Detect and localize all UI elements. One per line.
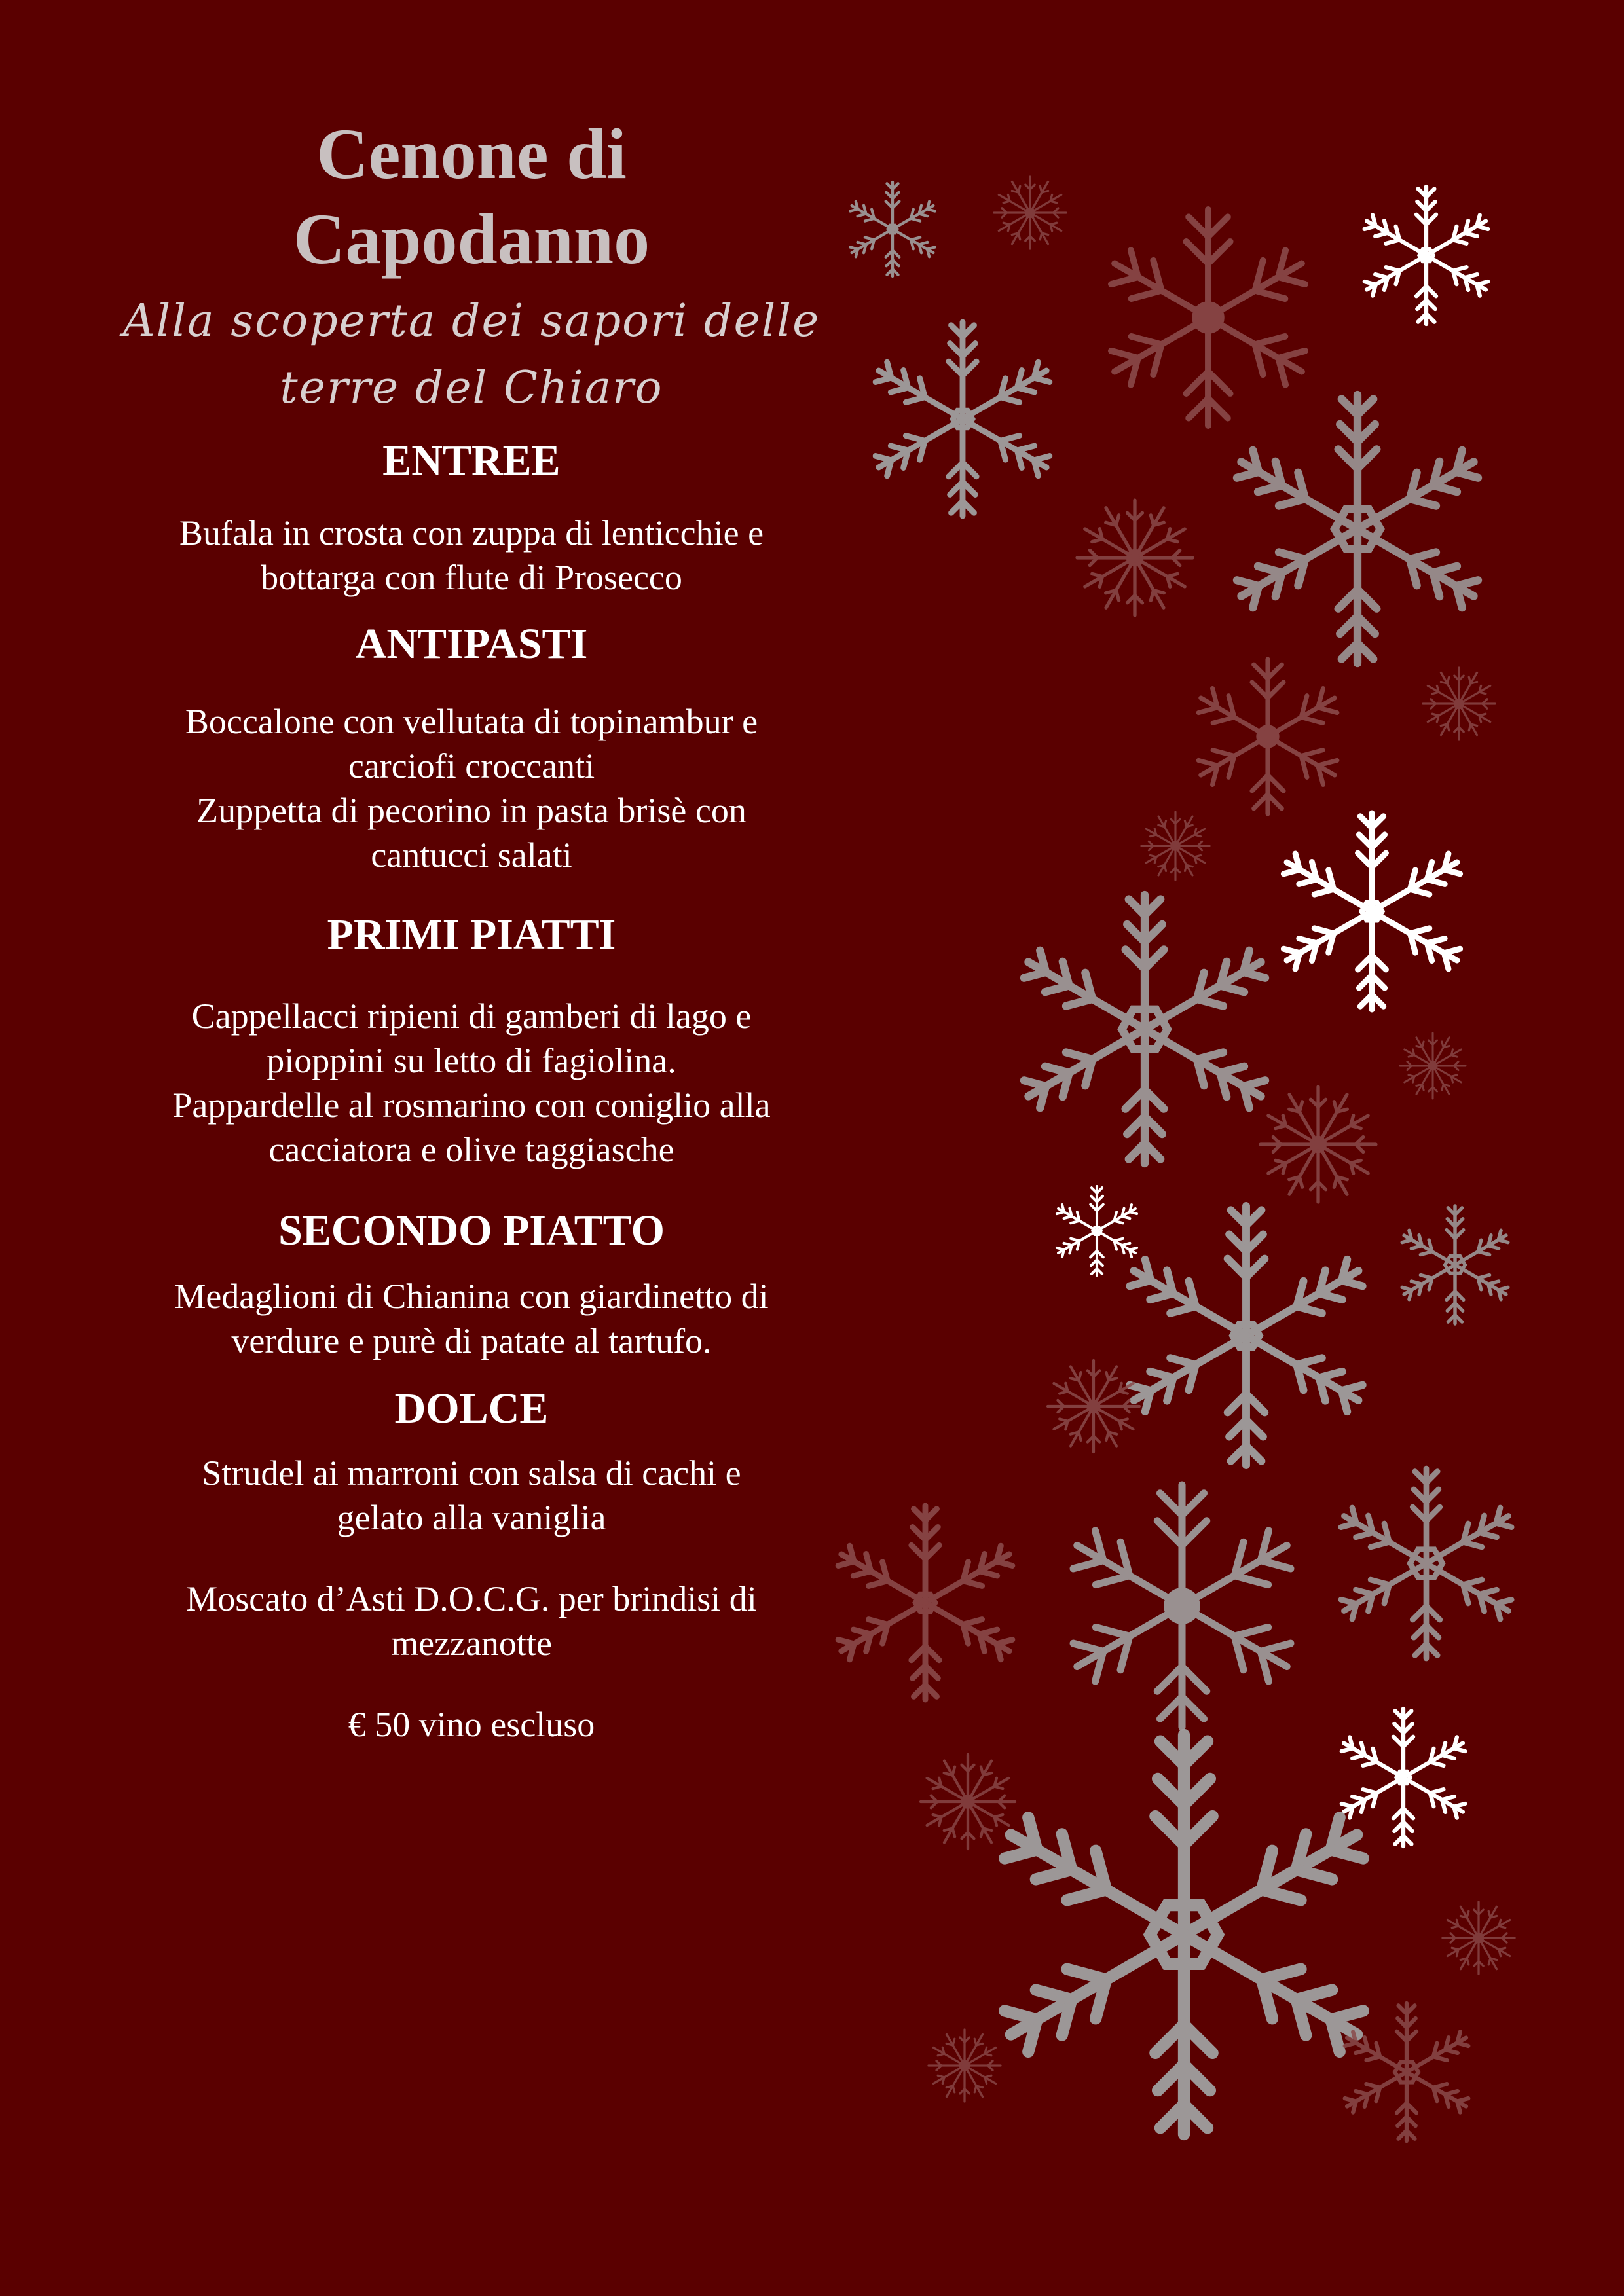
dish-line: Boccalone con vellutata di topinambur e bbox=[185, 702, 758, 741]
snowflake-icon bbox=[921, 1755, 1015, 1849]
snowflake-icon bbox=[1365, 187, 1488, 324]
snowflake-icon bbox=[1402, 1206, 1508, 1324]
snowflake-icon bbox=[1443, 1902, 1515, 1974]
subtitle-line: Alla scoperta dei sapori delle bbox=[122, 295, 821, 347]
snowflake-icon bbox=[1261, 1087, 1376, 1202]
dish-line: pioppini su letto di fagiolina. bbox=[267, 1041, 676, 1080]
snowflake-icon bbox=[1130, 1206, 1362, 1465]
dish-line: Zuppetta di pecorino in pasta brisè con bbox=[196, 791, 747, 830]
dish-line: carciofi croccanti bbox=[348, 746, 595, 786]
snowflake-icon bbox=[838, 1506, 1012, 1700]
snowflake-icon bbox=[1077, 500, 1192, 615]
snowflake-icon bbox=[1057, 1186, 1137, 1275]
snowflake-icon bbox=[1198, 659, 1337, 814]
snowflake-icon bbox=[1005, 1735, 1363, 2134]
section-title-secondo: SECONDO PIATTO bbox=[278, 1207, 665, 1254]
dish-line: Bufala in crosta con zuppa di lenticchie e bbox=[179, 513, 764, 553]
dish-line: bottarga con flute di Prosecco bbox=[261, 558, 682, 597]
snowflake-icon bbox=[1141, 812, 1209, 880]
title-line: Capodanno bbox=[293, 199, 650, 279]
section-title-antipasti: ANTIPASTI bbox=[355, 620, 588, 668]
dish-line: Medaglioni di Chianina con giardinetto di bbox=[174, 1277, 769, 1316]
snowflake-icon bbox=[1024, 895, 1265, 1163]
snowflake-icon bbox=[994, 177, 1066, 249]
section-title-primi: PRIMI PIATTI bbox=[327, 911, 616, 958]
dish-line: gelato alla vaniglia bbox=[337, 1498, 606, 1537]
section-title-entree: ENTREE bbox=[382, 437, 561, 484]
title-line: Cenone di bbox=[316, 114, 627, 194]
dish-line: cantucci salati bbox=[371, 835, 572, 875]
subtitle-line: terre del Chiaro bbox=[280, 362, 663, 414]
note-line: mezzanotte bbox=[391, 1624, 552, 1663]
dish-line: Cappellacci ripieni di gamberi di lago e bbox=[191, 996, 752, 1036]
snowflake-icon bbox=[1048, 1360, 1139, 1452]
snowflake-icon bbox=[850, 182, 934, 276]
snowflake-icon bbox=[1341, 1468, 1511, 1658]
dish-line: cacciatora e olive taggiasche bbox=[268, 1130, 674, 1169]
snowflake-icon bbox=[1400, 1033, 1466, 1099]
snowflake-icon bbox=[1111, 210, 1305, 426]
snowflake-icon bbox=[1073, 1485, 1291, 1727]
snowflake-icon bbox=[1345, 2003, 1469, 2141]
section-title-dolce: DOLCE bbox=[394, 1385, 549, 1432]
dish-line: verdure e purè di patate al tartufo. bbox=[231, 1321, 712, 1360]
note-line: Moscato d’Asti D.O.C.G. per brindisi di bbox=[186, 1579, 757, 1618]
dish-line: Pappardelle al rosmarino con coniglio alla bbox=[172, 1085, 771, 1125]
snowflake-icon bbox=[1283, 813, 1460, 1010]
snowflake-icon bbox=[876, 322, 1050, 516]
snowflake-icon bbox=[1423, 668, 1495, 740]
price-label: € 50 vino escluso bbox=[348, 1705, 595, 1744]
snowflake-icon bbox=[1342, 1709, 1466, 1846]
snowflake-icon bbox=[929, 2030, 1001, 2102]
snowflake-icon bbox=[1237, 395, 1478, 663]
dish-line: Strudel ai marroni con salsa di cachi e bbox=[202, 1453, 741, 1493]
